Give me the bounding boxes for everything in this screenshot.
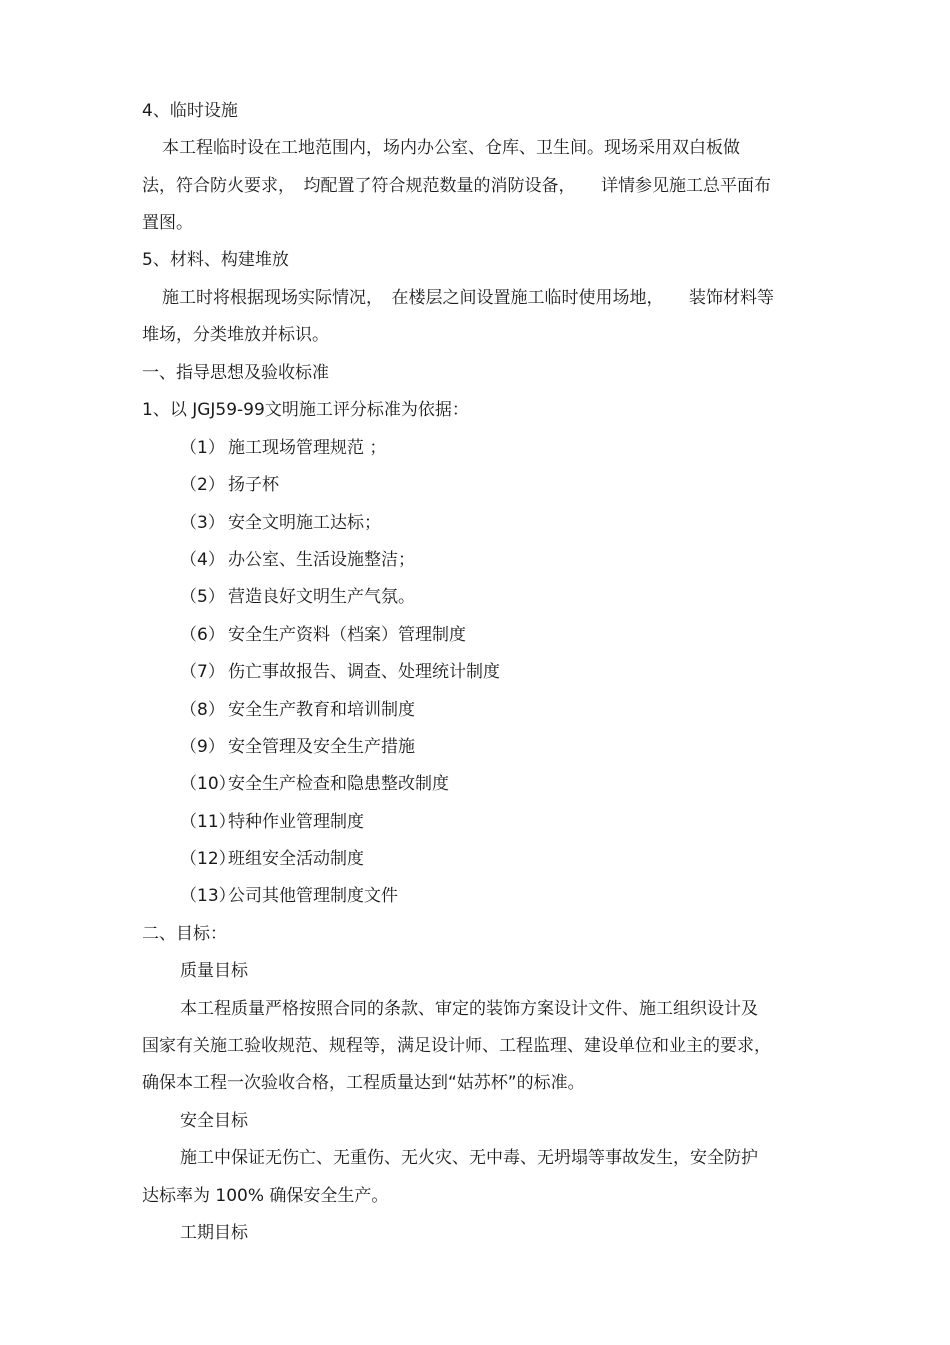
list-item-number: （3） [180, 513, 225, 533]
list-item-text: 营造良好文明生产气氛。 [228, 587, 415, 607]
paragraph-line: 施工时将根据现场实际情况， 在楼层之间设置施工临时使用场地， 装饰材料等 [162, 288, 774, 308]
list-item-number: （11） [180, 812, 236, 832]
list-item [180, 885, 398, 907]
list-item-text: 特种作业管理制度 [228, 812, 364, 832]
list-item-text: 班组安全活动制度 [228, 849, 364, 869]
paragraph-line: 置图。 [142, 213, 193, 233]
list-item-number: （5） [180, 587, 225, 607]
paragraph-line: 堆场，分类堆放并标识。 [142, 325, 329, 345]
list-item-text: 公司其他管理制度文件 [228, 886, 398, 906]
list-item-text: 安全生产检查和隐患整改制度 [228, 774, 449, 794]
list-item [180, 773, 449, 795]
list-item [180, 736, 415, 758]
heading-goals: 二、目标： [142, 924, 227, 944]
list-item [180, 586, 415, 608]
list-item-text: 办公室、生活设施整洁； [228, 550, 415, 570]
list-item [180, 848, 364, 870]
list-item-text: 安全管理及安全生产措施 [228, 737, 415, 757]
heading-materials-stacking: 5、材料、构建堆放 [142, 250, 289, 270]
list-item [180, 437, 386, 459]
subheading-quality-goal: 质量目标 [180, 961, 248, 981]
list-item [180, 549, 415, 571]
list-item-number: （9） [180, 737, 225, 757]
subheading-schedule-goal: 工期目标 [180, 1223, 248, 1243]
paragraph-line: 确保本工程一次验收合格，工程质量达到“姑苏杯”的标准。 [142, 1073, 585, 1093]
list-item-number: （10） [180, 774, 236, 794]
list-item-number: （12） [180, 849, 236, 869]
list-item-number: （4） [180, 550, 225, 570]
list-item-text: 施工现场管理规范 ； [228, 438, 387, 458]
paragraph-line: 法，符合防火要求， 均配置了符合规范数量的消防设备， 详情参见施工总平面布 [142, 176, 771, 196]
paragraph-line: 达标率为 100% 确保安全生产。 [142, 1186, 389, 1206]
list-item-number: （13） [180, 886, 236, 906]
list-item-number: （8） [180, 700, 225, 720]
list-item [180, 699, 415, 721]
list-item-number: （7） [180, 662, 225, 682]
list-item [180, 624, 466, 646]
heading-temporary-facilities: 4、临时设施 [142, 101, 238, 121]
paragraph-line: 本工程临时设在工地范围内，场内办公室、仓库、卫生间。现场采用双白板做 [162, 138, 740, 158]
list-item-text: 安全文明施工达标； [228, 513, 381, 533]
list-item-text: 安全生产资料（档案）管理制度 [228, 625, 466, 645]
list-item-number: （2） [180, 475, 225, 495]
list-item [180, 512, 381, 534]
paragraph-line: 本工程质量严格按照合同的条款、审定的装饰方案设计文件、施工组织设计及 [180, 999, 758, 1019]
list-item-text: 伤亡事故报告、调查、处理统计制度 [228, 662, 500, 682]
paragraph-line: 国家有关施工验收规范、规程等，满足设计师、工程监理、建设单位和业主的要求， [142, 1036, 771, 1056]
list-item-number: （1） [180, 438, 225, 458]
list-item-text: 扬子杯 [228, 475, 279, 495]
list-item [180, 474, 279, 496]
paragraph-line: 施工中保证无伤亡、无重伤、无火灾、无中毒、无坍塌等事故发生，安全防护 [180, 1148, 758, 1168]
heading-guiding-ideology: 一、指导思想及验收标准 [142, 363, 329, 383]
list-item-text: 安全生产教育和培训制度 [228, 700, 415, 720]
list-item [180, 661, 500, 683]
subheading-safety-goal: 安全目标 [180, 1111, 248, 1131]
list-item-number: （6） [180, 625, 225, 645]
heading-jgj-standard: 1、以 JGJ59-99文明施工评分标准为依据： [142, 400, 469, 420]
list-item [180, 811, 364, 833]
